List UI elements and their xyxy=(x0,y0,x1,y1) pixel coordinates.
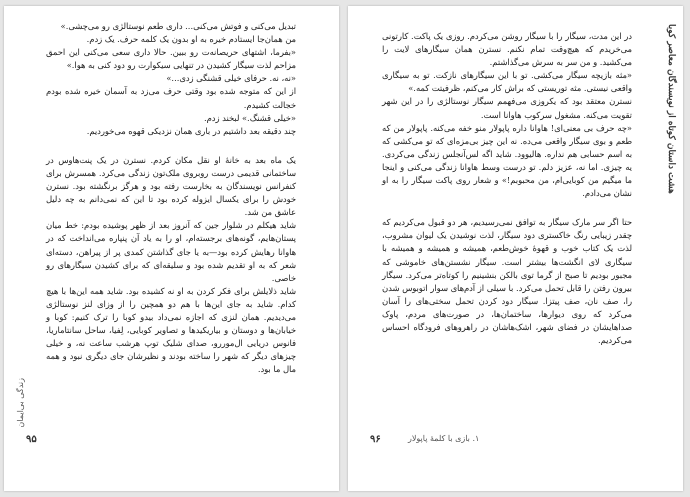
right-page-body xyxy=(382,30,632,347)
chapter-footer: ۱. بازی با کلمهٔ پاپولار xyxy=(408,434,480,443)
paragraph: تبدیل می‌کنی و فوتش می‌کنی... داری طعم نوستالژی رو می‌چشی.» xyxy=(60,21,296,31)
paragraph: «چه حرف بی معنی‌ای! هاوانا داره پاپولار منو خفه می‌کنه. پاپولار من که طعم و بوی سیگار واقعی می‌ده. نه این چیز بی‌مزه‌ای که تو می‌کشی که به اسم حسابی هم نداره. هالیوود. شاید اگه لس‌آنجلس زندگی می‌کردی. یه چیزی. اما نه، عزیز دلم. تو درست وسط هاوانا زندگی می‌کنی و اینجا ما میگیم من کوبایی‌ام، من محبوبم!» و شعار روی پاکت سیگار را به او نشان می‌دادم. xyxy=(382,122,632,199)
paragraph: در این مدت، سیگار را با سیگار روشن می‌کردم. روزی یک پاکت. کارتونی می‌خریدم که هیچ‌وقت تمام نکنم. نسترن همان سیگارهای لایت را می‌کشید. و من سر به سرش می‌گذاشتم. xyxy=(382,31,632,68)
paragraph: من همان‌جا ایستادم خیره به او بدون یک کلمه حرف. یک زدم. xyxy=(86,34,296,45)
paragraph: «بفرما، اشتهای حریصانه‌ت رو ببین. حالا داری سعی می‌کنی این احمق مزاحم لذت سیگار کشیدن در تنهایی سیکوارت رو دود کنی به هوا.» xyxy=(46,47,296,71)
section-break xyxy=(382,200,632,216)
paragraph: حتا اگر سر مارک سیگار به توافق نمی‌رسیدیم، هر دو قبول می‌کردیم که چقدر زیبایی رنگ خاکستری دود سیگار، لذت نوشیدن یک لیوان مشروب، لذت یک کتاب خوب و قهوهٔ خوش‌طعم، همیشه و همیشه و همیشه با سیگاری لای انگشت‌ها بیشتر است. سیگار نشستن‌های خاموشی که مجبور بودیم تا صبح از گرما توی بالکن بنشینیم را کوتاه‌تر می‌کرد. سیگار بیرون رفتن را قابل تحمل می‌کرد. با سیلی از آدم‌های سوار اتوبوس شدن را، صف نان، صف پیتزا. سیگار دود کردن تحمل سختی‌های را آسان می‌کرد که روی دیوارها، ساختمان‌ها، در صورت‌های مردم، پاوک صداهایشان در فضای شهر، اشک‌هاشان در راهروهای فرودگاه احساس می‌کردیم. xyxy=(382,217,632,346)
left-page xyxy=(4,6,339,491)
paragraph: شاید هیکلم در شلوار جین که آنروز بعد از ظهر پوشیده بودم: خط میان پستان‌هایم، گونه‌های برجسته‌ام، او را به یاد آن پنپاره می‌انداخت که در هاوانا رهایش کرده بود—به یا جای گذاشتن کمدی پر از پیراهن، دسته‌ای شعر که به او تقدیم شده بود و سلیقه‌ای که برای کشیدن سیگارهای رو خاصی. xyxy=(46,220,296,283)
left-page-body xyxy=(46,20,296,376)
running-header-left: زندگی بی‌ایمان xyxy=(16,378,25,428)
paragraph: از این که متوجه شده بود وقتی حرف می‌زد به آسمان خیره شده بودم خجالت کشیدم. xyxy=(46,86,296,110)
paragraph: یک ماه بعد به خانهٔ او نقل مکان کردم. نسترن در یک پنت‌هاوس در ساختمانی قدیمی درست روبروی ملک‌تون زندگی می‌کرد. همسرش برای کنفرانس نویسندگان به بخارست رفته بود و هرگز برنگشته بود. نسترن خودش را برای یکسال ایزوله کرده بود تا این که نمی‌دانم به چه دلیل عاشق من شد. xyxy=(46,154,296,218)
paragraph: «مثه بازیچه سیگار می‌کشی. تو با این سیگارهای نازکت. تو به سیگاری واقعی نیستی. مثه توریستی که براش کار می‌کنم، ظرفیتت کمه.» xyxy=(382,70,632,94)
paragraph: «خیلی قشنگ.» لبخند زدم. xyxy=(203,112,296,123)
section-break xyxy=(46,138,296,154)
paragraph: چند دقیقه بعد داشتیم در باری همان نزدیکی قهوه می‌خوردیم. xyxy=(86,125,296,136)
page-number-left: ۹۵ xyxy=(26,434,37,445)
right-page xyxy=(348,6,683,491)
page-number-right: ۹۶ xyxy=(370,434,381,445)
paragraph: نسترن معتقد بود که یکروزی می‌فهمم سیگار نوستالژی را در این شهر تقویت می‌کنه. مشغول سرکوب هاوانا است. xyxy=(382,96,632,120)
running-header-right: هشت داستان کوتاه از نویسندگان معاصر کوبا xyxy=(666,24,676,194)
paragraph: «نه، نه. حرفای خیلی قشنگی زدی...» xyxy=(166,73,296,84)
paragraph: شاید ذلایلش برای فکر کردن به او نه کشیده بود. شاید همه این‌ها با هیچ کدام. شاید به جای این‌ها با هم دو همچین را از وزای لنز نوستالژی می‌دیدیم. همان لنزی که اجازه نمی‌داد بیدو کوبا را ترک کنیم: کوبا و خیابان‌ها و دوستان و بیاریکیدها و تصاویر کوبایی، لِفیا، ساحل سانتاماریا، فانوس دریایی ال‌موررو، صدای شلیک توپ هرشب ساعت نه، و خیلی چیزهای دیگر که شهر را ساخته بودند و نظیرشان جای دیگری نبود و همه مال ما بود. xyxy=(46,285,296,375)
